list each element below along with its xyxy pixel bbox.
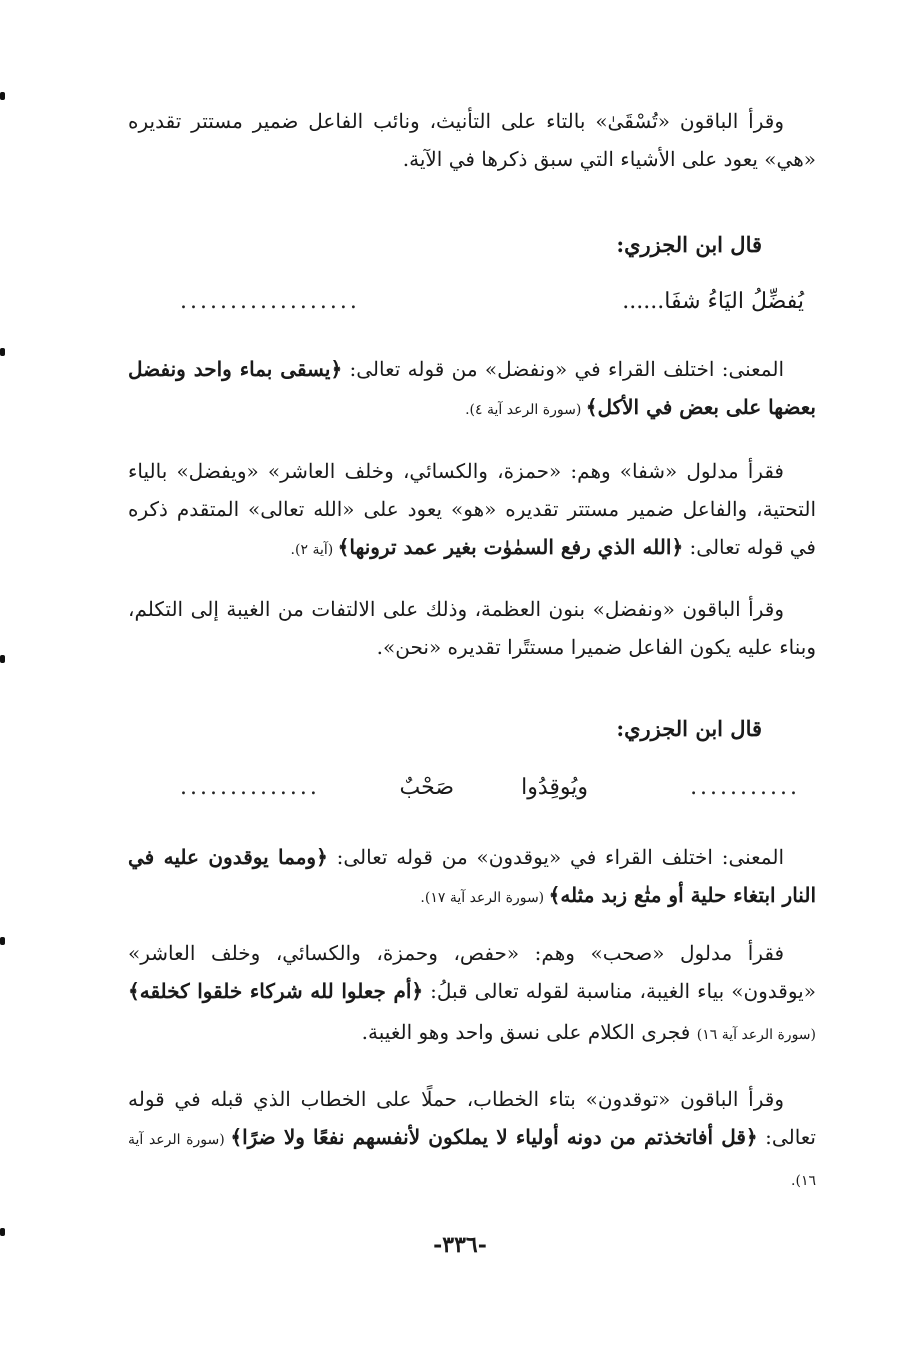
paragraph-2 [128,350,816,429]
margin-mark [0,92,5,100]
section-heading-2: قال ابن الجزري: [616,716,762,741]
margin-mark [0,937,5,945]
quran-quote: ﴿ومما يوقدون عليه في النار ابتغاء حلية أو متٰع زبد مثله﴾ [128,845,816,907]
quran-quote: ﴿يسقى بماء واحد ونفضل بعضها على بعض في الأكل﴾ [128,357,816,419]
paragraph-text: فقرأ مدلول «صحب» وهم: «حفص، وحمزة، والكسائي، وخلف العاشر» «يوقدون» بياء الغيبة، مناسبة لقوله تعالى قبلُ: [128,941,816,1003]
verse-dots: .................. [180,289,360,314]
verse-reference: (آية ٢). [290,542,338,558]
paragraph-1 [128,102,816,178]
quran-quote: ﴿قل أفاتخذتم من دونه أولياء لا يملكون لأنفسهم نفعًا ولا ضرًا﴾ [230,1125,758,1149]
paragraph-4 [128,590,816,666]
paragraph-text: فقرأ مدلول «شفا» وهم: «حمزة، والكسائي، وخلف العاشر» «ويفضل» بالياء التحتية، والفاعل ضمير مستتر تقديره «هو» يعود على «الله تعالى» المتقدم ذكره في قوله تعالى: [128,459,816,559]
paragraph-text: المعنى: اختلف القراء في «يوقدون» من قوله تعالى: [327,845,785,869]
paragraph-text: وقرأ الباقون «توقدون» بتاء الخطاب، حملًا على الخطاب الذي قبله في قوله تعالى: [128,1087,816,1149]
paragraph-6 [128,934,816,1054]
verse-reference: (سورة الرعد آية ١٧). [420,890,549,906]
verse-word: ويُوقِدُوا [521,775,588,800]
paragraph-text: وقرأ الباقون «ونفضل» بنون العظمة، وذلك على الالتفات من الغيبة إلى التكلم، وبناء عليه يكون الفاعل ضميرا مستتًرا تقديره «نحن». [128,597,816,659]
quran-quote: ﴿الله الذي رفع السمٰوٰت بغير عمد ترونها﴾ [337,535,684,559]
verse-text: يُفضِّلُ اليَاءُ شفَا...... [622,289,804,314]
paragraph-text: فجرى الكلام على نسق واحد وهو الغيبة. [361,1020,697,1044]
paragraph-3 [128,452,816,569]
verse-dots-right: ........... [690,775,800,800]
paragraph-text: المعنى: اختلف القراء في «ونفضل» من قوله تعالى: [342,357,785,381]
verse-line-1 [180,285,804,319]
paragraph-text: وقرأ الباقون «تُسْقَىٰ» بالتاء على التأنيث، ونائب الفاعل ضمير مستتر تقديره «هي» يعود على الأشياء التي سبق ذكرها في الآية. [128,109,816,171]
verse-word: صَحْبٌ [399,775,454,800]
paragraph-7 [128,1080,816,1200]
margin-mark [0,348,5,356]
margin-mark [0,655,5,663]
section-heading-1: قال ابن الجزري: [616,232,762,257]
page-number: -٣٣٦- [433,1232,487,1258]
paragraph-5 [128,838,816,917]
verse-reference: (سورة الرعد آية ٤). [465,402,586,418]
quran-quote: ﴿أم جعلوا لله شركاء خلقوا كخلقه﴾ [128,979,424,1003]
verse-reference: (سورة الرعد آية ١٦) [696,1027,816,1043]
verse-reference: (سورة الرعد آية ١٦). [128,1132,816,1189]
verse-dots-left: .............. [180,775,320,800]
verse-line-2 [180,771,800,805]
